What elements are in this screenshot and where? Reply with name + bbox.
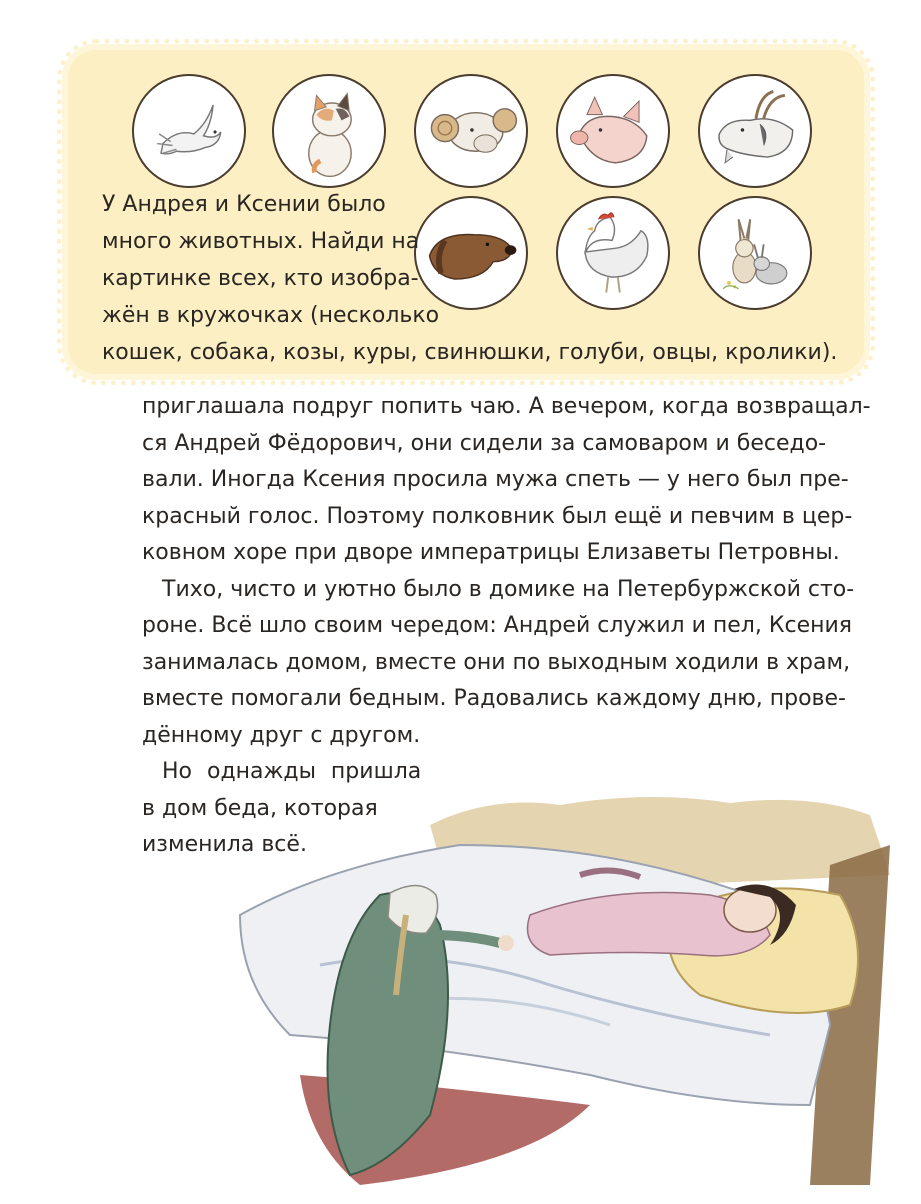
goat-icon <box>698 74 812 188</box>
cat-icon <box>272 74 386 188</box>
story-line: Но однажды пришла <box>162 759 422 784</box>
instruction-line: жён в кружочках (несколько <box>102 303 440 328</box>
story-line: ся Андрей Фёдорович, они сидели за самоваром и беседо- <box>142 430 827 456</box>
instruction-line: картинке всех, кто изобра- <box>102 266 419 291</box>
story-line: красный голос. Поэтому полковник был ещё и певчим в цер- <box>142 503 853 529</box>
story-line: вместе помогали бедным. Радовались каждому дню, прове- <box>142 686 846 711</box>
dove-icon <box>132 74 246 188</box>
story-line: Тихо, чисто и уютно было в домике на Петербуржской сто- <box>162 576 855 602</box>
instruction-line: У Андрея и Ксении было <box>102 192 386 217</box>
story-line: занималась домом, вместе они по выходным ходили в храм, <box>142 649 851 675</box>
pig-icon <box>556 74 670 188</box>
story-line: изменила всё. <box>142 832 307 857</box>
story-line: вали. Иногда Ксения просила мужа спеть — у него был пре- <box>142 467 849 492</box>
sheep-icon <box>414 74 528 188</box>
instruction-line: много животных. Найди на <box>102 229 420 254</box>
bedside-illustration <box>230 785 910 1195</box>
story-line: дённому друг с другом. <box>142 722 421 748</box>
story-line: приглашала подруг попить чаю. А вечером, когда возвращал- <box>142 394 871 419</box>
story-line: ковном хоре при дворе императрицы Елизаветы Петровны. <box>142 540 840 565</box>
activity-instruction <box>102 186 838 371</box>
instruction-line: кошек, собака, козы, куры, свинюшки, голуби, овцы, кролики). <box>102 340 838 365</box>
story-line: в дом беда, которая <box>142 795 378 821</box>
story-line: роне. Всё шло своим чередом: Андрей служил и пел, Ксения <box>142 613 853 638</box>
